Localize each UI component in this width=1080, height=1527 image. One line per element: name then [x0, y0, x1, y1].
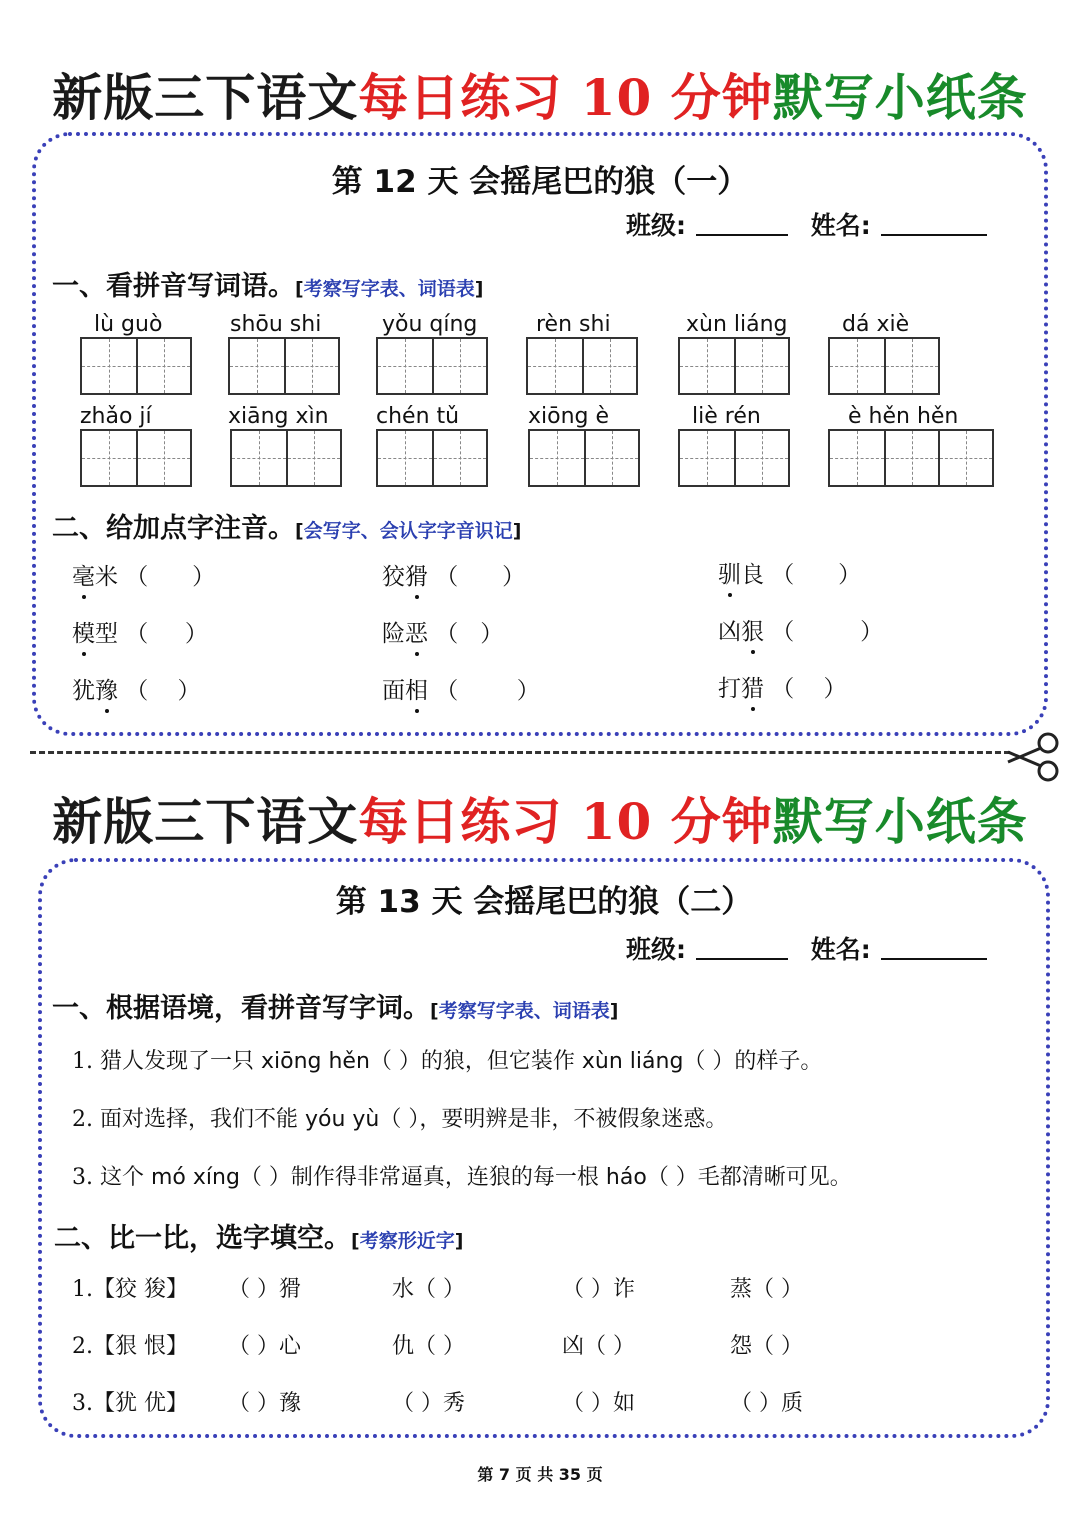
pinyin-label: yǒu qíng — [382, 312, 478, 337]
class-blank[interactable] — [696, 958, 788, 960]
sheet-panel-day13 — [38, 858, 1050, 1438]
pinyin-label: rèn shi — [536, 312, 611, 337]
writing-grid[interactable] — [678, 429, 790, 487]
banner-title-1: 新版三下语文每日练习 10 分钟默写小纸条 — [52, 68, 1028, 127]
fill-item[interactable]: 水（ ） — [392, 1277, 465, 1302]
annotate-word: 凶狠 （ ） — [718, 619, 884, 645]
pinyin-label: lù guò — [94, 312, 163, 337]
pinyin-label: xiōng è — [528, 404, 610, 429]
writing-grid[interactable] — [376, 337, 488, 395]
fill-item[interactable]: （ ）猾 — [228, 1277, 301, 1302]
annotate-word: 打猎 （ ） — [718, 676, 847, 702]
question-sentence-2: 2. 面对选择，我们不能 yóu yù（ ），要明辨是非，不被假象迷惑。 — [72, 1107, 728, 1132]
fill-item[interactable]: 凶（ ） — [562, 1334, 635, 1359]
pinyin-label: xiāng xìn — [228, 404, 329, 429]
writing-grid[interactable] — [80, 429, 192, 487]
day12-title: 第 12 天 会摇尾巴的狼（一） — [331, 164, 749, 200]
pinyin-label: è hěn hěn — [848, 404, 959, 429]
name-blank[interactable] — [881, 958, 987, 960]
class-blank[interactable] — [696, 234, 788, 236]
annotate-word: 面相 （ ） — [382, 678, 540, 704]
writing-grid[interactable] — [80, 337, 192, 395]
writing-grid[interactable] — [228, 337, 340, 395]
annotate-word: 模型 （ ） — [72, 621, 208, 647]
page-number: 第 7 页 共 35 页 — [477, 1465, 603, 1484]
writing-grid[interactable] — [678, 337, 790, 395]
fill-item[interactable]: （ ）秀 — [392, 1391, 465, 1416]
sheet-panel-day12 — [32, 132, 1048, 736]
writing-grid[interactable] — [828, 337, 940, 395]
section-1-heading: 一、看拼音写词语。[考察写字表、词语表] — [52, 271, 484, 302]
banner-title-2: 新版三下语文每日练习 10 分钟默写小纸条 — [52, 792, 1028, 851]
section-1-heading: 一、根据语境，看拼音写字词。[考察写字表、词语表] — [52, 993, 619, 1024]
writing-grid[interactable] — [828, 429, 994, 487]
annotate-word: 毫米 （ ） — [72, 564, 216, 590]
writing-grid[interactable] — [528, 429, 640, 487]
student-info-1: 班级: 姓名: — [626, 206, 1001, 242]
fill-item[interactable]: （ ）豫 — [228, 1391, 301, 1416]
pinyin-label: dá xiè — [842, 312, 910, 337]
section-2-heading: 二、比一比，选字填空。[考察形近字] — [54, 1223, 464, 1254]
fill-item[interactable]: （ ）质 — [730, 1391, 803, 1416]
day13-title: 第 13 天 会摇尾巴的狼（二） — [335, 884, 753, 920]
annotate-word: 狡猾 （ ） — [382, 564, 526, 590]
question-sentence-3: 3. 这个 mó xíng（ ）制作得非常逼真，连狼的每一根 háo（ ）毛都清晰可见。 — [72, 1165, 852, 1190]
writing-grid[interactable] — [230, 429, 342, 487]
annotate-word: 驯良 （ ） — [718, 562, 862, 588]
compare-label: 2.【狠 恨】 — [72, 1334, 188, 1359]
pinyin-label: shōu shi — [230, 312, 322, 337]
fill-item[interactable]: （ ）如 — [562, 1391, 635, 1416]
pinyin-label: chén tǔ — [376, 404, 460, 429]
annotate-word: 犹豫 （ ） — [72, 678, 201, 704]
compare-label: 3.【犹 优】 — [72, 1391, 188, 1416]
compare-label: 1.【狡 狻】 — [72, 1277, 188, 1302]
question-sentence-1: 1. 猎人发现了一只 xiōng hěn（ ）的狼，但它装作 xùn liáng（ ）的样子。 — [72, 1049, 823, 1074]
fill-item[interactable]: （ ）心 — [228, 1334, 301, 1359]
section-2-heading: 二、给加点字注音。[会写字、会认字字音识记] — [52, 513, 522, 544]
name-blank[interactable] — [881, 234, 987, 236]
cut-line — [30, 751, 1010, 754]
writing-grid[interactable] — [526, 337, 638, 395]
pinyin-label: liè rén — [692, 404, 761, 429]
pinyin-label: zhǎo jí — [80, 404, 152, 429]
scissors-icon — [1004, 732, 1064, 782]
writing-grid[interactable] — [376, 429, 488, 487]
fill-item[interactable]: 仇（ ） — [392, 1334, 465, 1359]
student-info-2: 班级: 姓名: — [626, 930, 1001, 966]
fill-item[interactable]: （ ）诈 — [562, 1277, 635, 1302]
pinyin-label: xùn liáng — [686, 312, 788, 337]
annotate-word: 险恶 （ ） — [382, 621, 504, 647]
fill-item[interactable]: 蒸（ ） — [730, 1277, 803, 1302]
fill-item[interactable]: 怨（ ） — [730, 1334, 803, 1359]
